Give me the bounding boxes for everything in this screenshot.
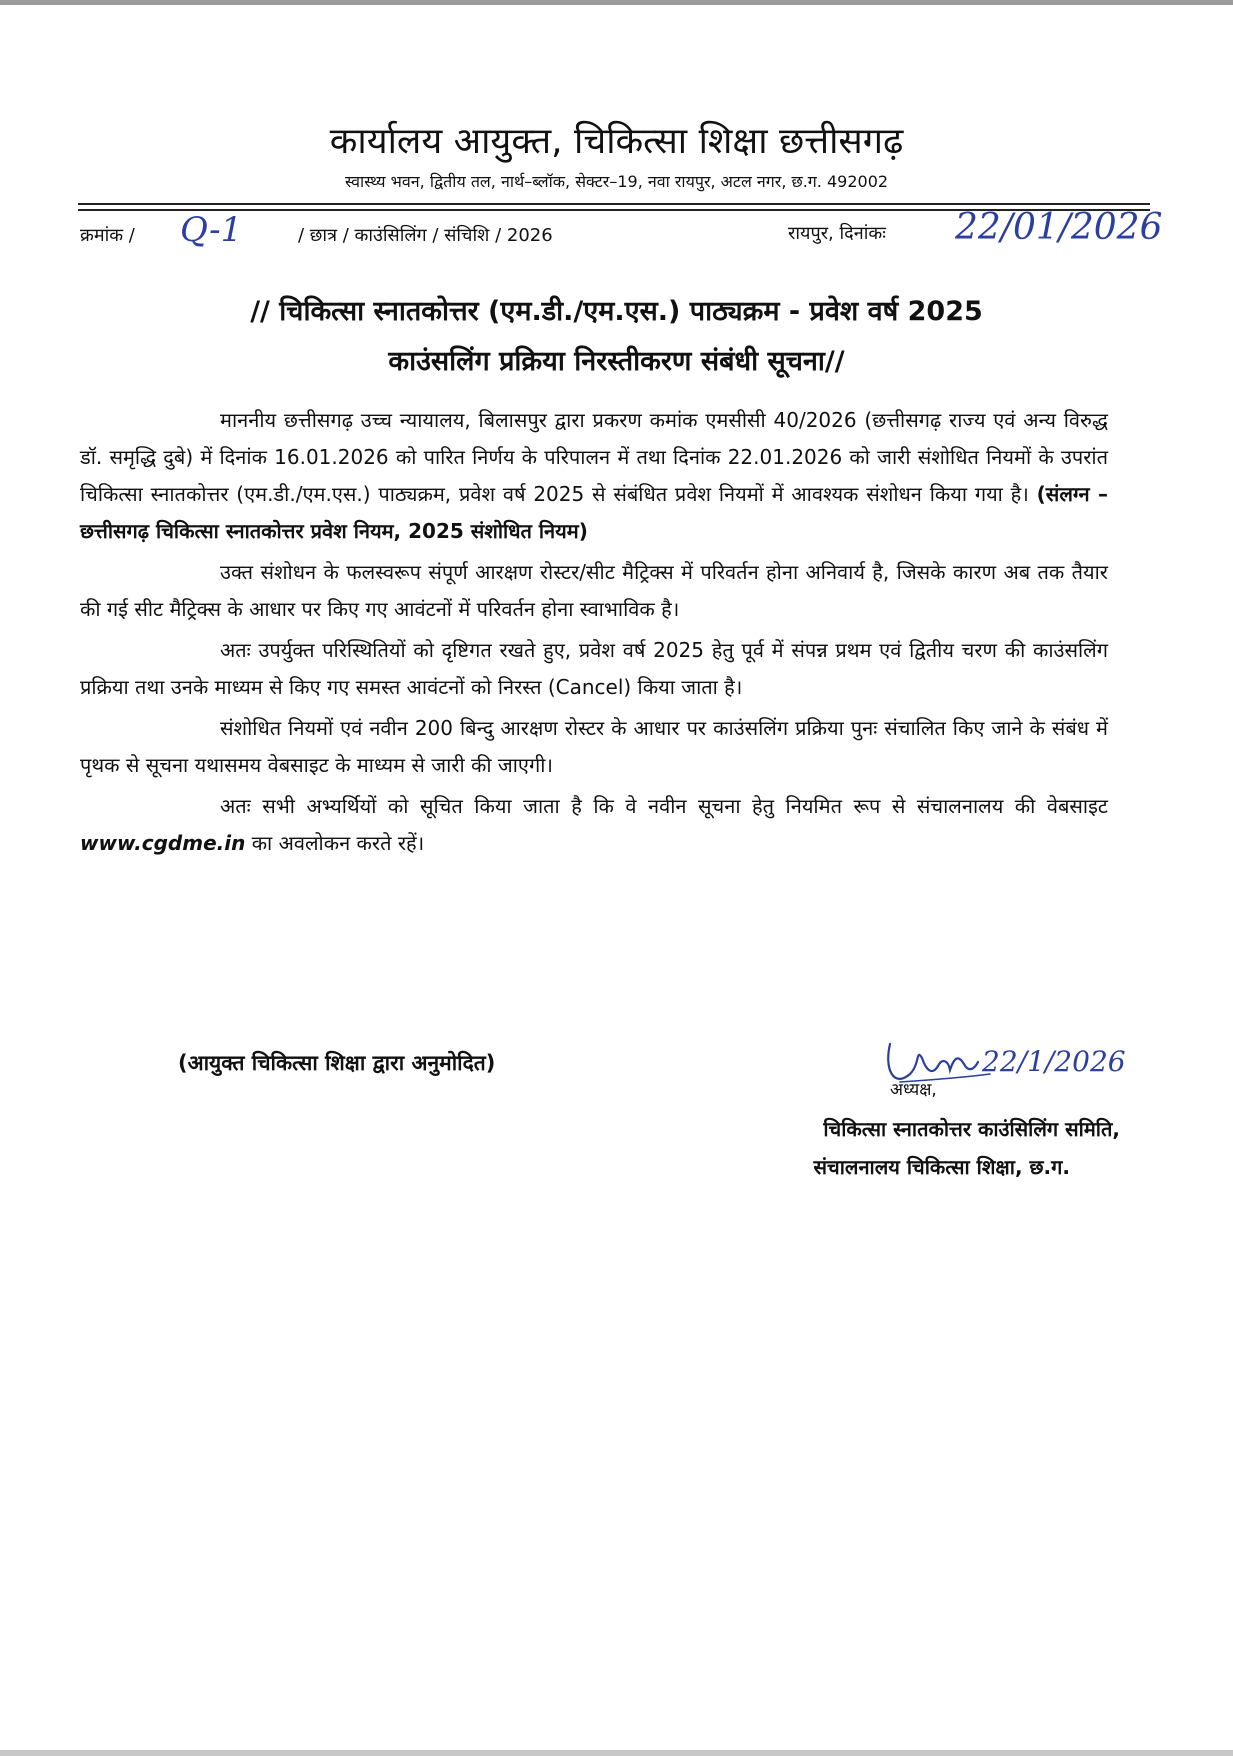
handwritten-reference-number: Q-1	[180, 210, 243, 250]
signature-label: अध्यक्ष,	[890, 1080, 937, 1100]
paragraph-3: अतः उपर्युक्त परिस्थितियों को दृष्टिगत रखते हुए, प्रवेश वर्ष 2025 हेतु पूर्व में संपन्न प्रथम एवं द्वितीय चरण की काउंसलिंग प्रक्रिया तथा उनके माध्यम से किए गए समस्त आवंटनों को निरस्त (Cancel) किया जाता है।	[80, 638, 1108, 699]
designation-line1: चिकित्सा स्नातकोत्तर काउंसिलिंग समिति,	[823, 1117, 1120, 1141]
date-label: रायपुर, दिनांकः	[788, 223, 886, 244]
annexure-reference: (संलग्न – छत्तीसगढ़ चिकित्सा स्नातकोत्तर प्रवेश नियम, 2025 संशोधित नियम)	[80, 482, 1108, 543]
signature-date: 22/1/2026	[982, 1045, 1126, 1078]
paragraph-5-end: का अवलोकन करते रहें।	[245, 831, 425, 855]
scan-edge-top	[0, 0, 1233, 5]
notice-body	[80, 402, 1108, 866]
paragraph-5	[80, 788, 1108, 862]
approval-note: (आयुक्त चिकित्सा शिक्षा द्वारा अनुमोदित)	[178, 1051, 496, 1075]
office-title: कार्यालय आयुक्त, चिकित्सा शिक्षा छत्तीसगढ़	[329, 121, 904, 162]
paragraph-2: उक्त संशोधन के फलस्वरूप संपूर्ण आरक्षण रोस्टर/सीट मैट्रिक्स में परिवर्तन होना अनिवार्य है, जिसके कारण अब तक तैयार की गई सीट मैट्रिक्स के आधार पर किए गए आवंटनों में परिवर्तन होना स्वाभाविक है।	[80, 560, 1108, 621]
paragraph-5-text: अतः सभी अभ्यर्थियों को सूचित किया जाता है कि वे नवीन सूचना हेतु नियमित रूप से संचालनालय की वेबसाइट	[220, 794, 1108, 818]
paragraph-4: संशोधित नियमों एवं नवीन 200 बिन्दु आरक्षण रोस्टर के आधार पर काउंसलिंग प्रक्रिया पुनः संचालित किए जाने के संबंध में पृथक से सूचना यथासमय वेबसाइट के माध्यम से जारी की जाएगी।	[80, 716, 1108, 777]
notice-heading-line2: काउंसलिंग प्रक्रिया निरस्तीकरण संबंधी सूचना//	[388, 346, 845, 377]
header-rule	[78, 203, 1150, 205]
designation-line2: संचालनालय चिकित्सा शिक्षा, छ.ग.	[813, 1155, 1070, 1179]
reference-suffix: / छात्र / काउंसिलिंग / संचिशि / 2026	[298, 225, 553, 246]
reference-prefix: क्रमांक /	[80, 225, 135, 246]
handwritten-date: 22/01/2026	[955, 207, 1163, 248]
scan-edge-bottom	[0, 1750, 1233, 1756]
paragraph-1	[80, 402, 1108, 550]
office-address: स्वास्थ्य भवन, द्वितीय तल, नार्थ–ब्लॉक, सेक्टर–19, नवा रायपुर, अटल नगर, छ.ग. 492002	[344, 172, 889, 191]
notice-heading-line1: // चिकित्सा स्नातकोत्तर (एम.डी./एम.एस.) पाठ्यक्रम - प्रवेश वर्ष 2025	[250, 296, 983, 327]
website-link[interactable]: www.cgdme.in	[80, 831, 246, 855]
paragraph-1-text: माननीय छत्तीसगढ़ उच्च न्यायालय, बिलासपुर द्वारा प्रकरण कमांक एमसीसी 40/2026 (छत्तीसगढ़ राज्य एवं अन्य विरुद्ध डॉ. समृद्धि दुबे) में दिनांक 16.01.2026 को पारित निर्णय के परिपालन में तथा दिनांक 22.01.2026 को जारी संशोधित नियमों के उपरांत चिकित्सा स्नातकोत्तर (एम.डी./एम.एस.) पाठ्यक्रम, प्रवेश वर्ष 2025 से संबंधित प्रवेश नियमों में आवश्यक संशोधन किया गया है।	[80, 408, 1108, 506]
